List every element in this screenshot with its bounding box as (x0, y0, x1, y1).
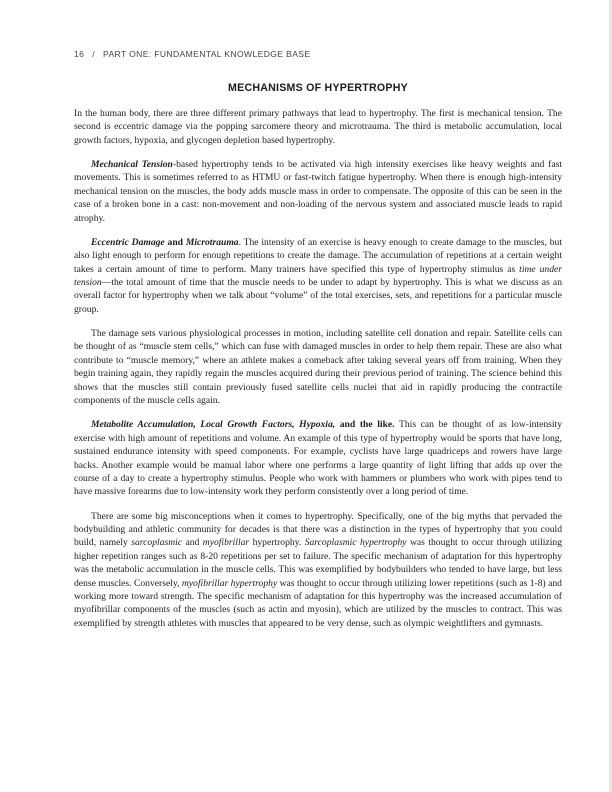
term-eccentric-damage: Eccentric Damage (91, 236, 165, 248)
term-myofibrillar: myofibrillar (202, 537, 250, 549)
term-time-under-tension: time under tension (74, 263, 562, 289)
paragraph: In the human body, there are three different primary pathways that lead to hypertrophy. The first is mechanical tension. The second is eccentric damage via the popping sarcomere theory and microtrauma. The third is metabolic accumulation, local growth factors, hypoxia, and glycogen depletion based hypertrophy. (74, 108, 562, 146)
page-title: MECHANISMS OF HYPERTROPHY (228, 82, 408, 94)
paragraph: Eccentric Damage and Microtrauma. The intensity of an exercise is heavy enough to create damage to the muscles, but also light enough to perform for enough repetitions to create the damage. The accumulation of repetitions at a certain weight takes a certain amount of time to perform. Many trainers have specified this type of hypertrophy stimulus as time under tension—the total amount of time that the muscle needs to be under to adapt by hypertrophy. This is what we discuss as an overall factor for hypertrophy when we talk about “volume” of the total exercises, sets, and repetitions for a particular muscle group. (74, 236, 562, 315)
paragraph: The damage sets various physiological processes in motion, including satellite cell donation and repair. Satellite cells can be thought of as “muscle stem cells,” which can fuse with damaged muscles in order to help them repair. These are also what contribute to “muscle memory,” where an athlete makes a comeback after taking several years off from training. When they begin training again, they rapidly regain the muscles acquired during their previous period of training. The science behind this shows that the muscles still contain previously fused satellite cells nuclei that aid in rapidly producing the contractile components of the muscle cells again. (74, 328, 562, 407)
term-sarcoplasmic-hypertrophy: Sarcoplasmic hypertrophy (304, 537, 407, 549)
paragraph: Metabolite Accumulation, Local Growth Factors, Hypoxia, and the like. This can be thought of as low-intensity exercise with high amount of repetitions and volume. An example of this type of hypertrophy would be sports that have long, sustained endurance intensity with speed components. For example, cyclists have large quadriceps and rowers have large backs. Another example would be manual labor where one performs a large quantity of light lifting that adds up over the course of a day to create a hypertrophy stimulus. People who work with hammers or plumbers who work with pipes tend to have massive forearms due to low-intensity work they perform consistently over a long period of time. (74, 419, 562, 498)
term-microtrauma: Microtrauma (185, 236, 239, 248)
body-text (74, 107, 562, 641)
term-myofibrillar-hypertrophy: myofibrillar hypertrophy (181, 577, 278, 589)
section-title: PART ONE: FUNDAMENTAL KNOWLEDGE BASE (103, 49, 311, 59)
term-metabolite-accumulation: Metabolite Accumulation, Local Growth Factors, Hypoxia, (91, 419, 336, 431)
paragraph: There are some big misconceptions when it comes to hypertrophy. Specifically, one of the big myths that pervaded the bodybuilding and athletic community for decades is that there was a distinction in the types of hypertrophy that you could build, namely sarcoplasmic and myofibrillar hypertrophy. Sarcoplasmic hypertrophy was thought to occur through utilizing higher repetition ranges such as 8-20 repetitions per set to failure. The specific mechanism of adaptation for this hypertrophy was the metabolic accumulation in the muscle cells. This was exemplified by bodybuilders who tended to have large, but less dense muscles. Conversely, myofibrillar hypertrophy was thought to occur through utilizing lower repetitions (such as 1-8) and working more toward strength. The specific mechanism of adaptation for this hypertrophy was the increased accumulation of myofibrillar components of the muscles (such as actin and myosin), which are utilized by the muscles to contract. This was exemplified by strength athletes with muscles that appeared to be very dense, such as olympic weightlifters and gymnasts. (74, 510, 562, 629)
term-sarcoplasmic: sarcoplasmic (131, 537, 183, 549)
running-head (74, 49, 310, 59)
paragraph: Mechanical Tension-based hypertrophy tends to be activated via high intensity exercises like heavy weights and fast movements. This is sometimes referred to as HTMU or fast-twitch fatigue hypertrophy. When there is enough high-intensity mechanical tension on the muscles, the body adds muscle mass in order to compensate. The opposite of this can be seen in the case of a broken bone in a cast: non-movement and non-loading of the nervous system and associated muscle leads to rapid atrophy. (74, 159, 563, 224)
term-mechanical-tension: Mechanical Tension (91, 159, 173, 171)
header-separator: / (92, 49, 96, 59)
page-number: 16 (74, 49, 85, 59)
